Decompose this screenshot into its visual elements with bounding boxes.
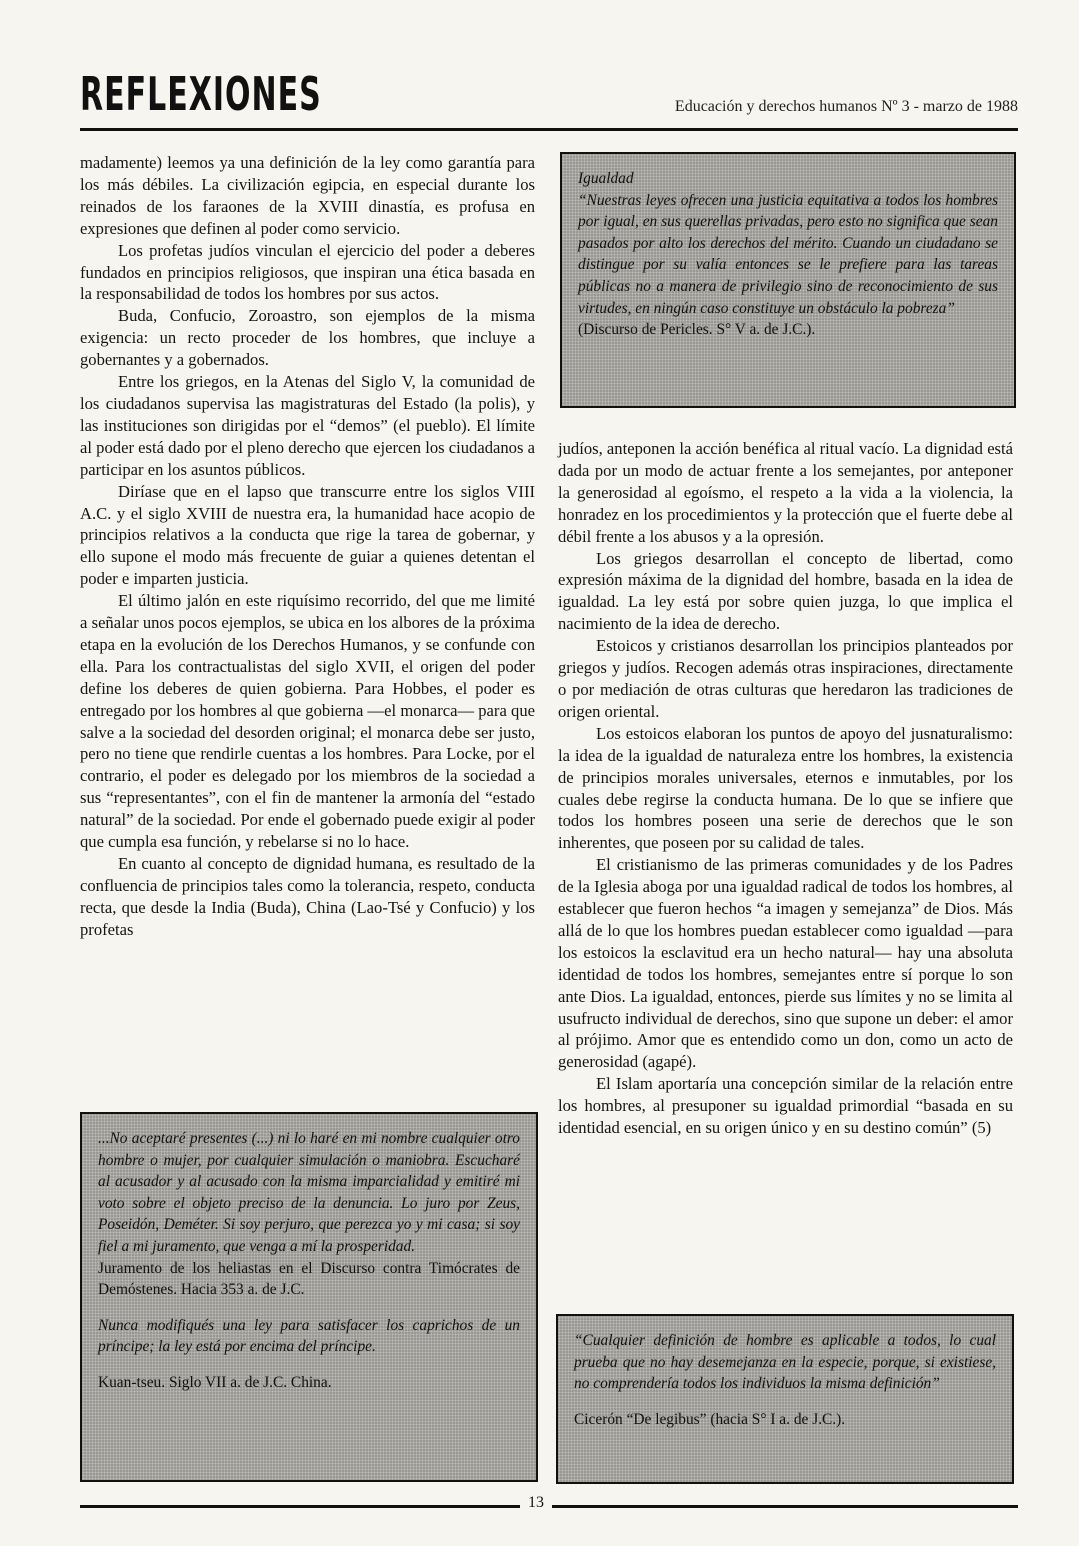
paragraph: El último jalón en este riquísimo recorrido, del que me limité a señalar unos pocos ejemplos, se ubica en los albores de la próxima etapa en la evolución de los Derechos Humanos, y se confunde con ella. Para los contractualistas del siglo XVII, el origen del poder define los deberes de quien gobierna. Para Hobbes, el poder es entregado por los hombres al que gobierna —el monarca— para que salve a la sociedad del desorden original; el monarca debe ser justo, pero no tiene que rendirle cuentas a los hombres. Para Locke, por el contrario, el poder es delegado por los miembros de la sociedad a sus “representantes”, con el fin de mantener la armonía del “estado natural” de la sociedad. Por ende el gobernado puede exigir al poder que cumpla esa función, y rebelarse si no lo hace. bbox=[80, 591, 535, 852]
paragraph: El cristianismo de las primeras comunidades y de los Padres de la Iglesia aboga por una igualdad radical de todos los hombres, al establecer que fueron hechos “a imagen y semejanza” de Dios. Más allá de lo que los hombres puedan establecer como igualdad —para los estoicos la esclavitud era un hecho natural— hay una absoluta identidad de todos los hombres, semejantes entre sí porque lo son ante Dios. La igualdad, entonces, pierde sus límites y no se limita al usufructo individual de derechos, sino que supone un deber: el amor al prójimo. Amor que es entendido como un don, como un acto de generosidad (agapé). bbox=[558, 855, 1013, 1072]
quote-box-igualdad bbox=[560, 152, 1016, 408]
quote-text: ...No aceptaré presentes (...) ni lo haré en mi nombre cualquier otro hombre o mujer, por cualquier simulación o maniobra. Escucharé al acusador y al acusado con la misma imparcialidad y emitiré mi voto sobre el objeto preciso de la denuncia. Lo juro por Zeus, Poseidón, Deméter. Si soy perjuro, que perezca yo y mi casa; si soy fiel a mi juramento, que venga a mí la prosperidad. bbox=[98, 1130, 520, 1255]
paragraph: En cuanto al concepto de dignidad humana, es resultado de la confluencia de principios tales como la tolerancia, respeto, conducta recta, que desde la India (Buda), China (Lao-Tsé y Confucio) y los profetas bbox=[80, 854, 535, 939]
quote-source: Cicerón “De legibus” (hacia S° I a. de J.C.). bbox=[574, 1410, 846, 1428]
page-number: 13 bbox=[528, 1494, 544, 1511]
paragraph: judíos, anteponen la acción benéfica al ritual vacío. La dignidad está dada por un modo de actuar frente a los semejantes, por anteponer la generosidad al egoísmo, el respeto a la vida a la violencia, la honradez en los procedimientos y la protección que el fuerte debe al débil frente a los abusos y a la opresión. bbox=[558, 439, 1013, 546]
quote-source: Juramento de los heliastas en el Discurso contra Timócrates de Demóstenes. Hacia 353 a. de J.C. bbox=[98, 1259, 520, 1299]
quote-text: “Cualquier definición de hombre es aplicable a todos, lo cual prueba que no hay desemejanza en la especie, porque, si existiese, no comprendería todos los individuos la misma definición” bbox=[574, 1332, 996, 1393]
footer-rule-left bbox=[80, 1505, 520, 1508]
paragraph: Los estoicos elaboran los puntos de apoyo del jusnaturalismo: la idea de la igualdad de naturaleza entre los hombres, la existencia de principios morales universales, eternos e inmutables, por los cuales debe regirse la conducta humana. De lo que se infiere que todos los hombres poseen una serie de derechos que le son inherentes, que poseen por su calidad de tales. bbox=[558, 723, 1013, 853]
issue-title: Educación y derechos humanos Nº 3 - marzo de 1988 bbox=[674, 98, 1018, 115]
paragraph: Diríase que en el lapso que transcurre entre los siglos VIII A.C. y el siglo XVIII de nuestra era, la humanidad hace acopio de principios relativos a la conducta que rige la tarea de gobernar, y ello supone el modo más frecuente de guiar a quienes detentan el poder e imparten justicia. bbox=[80, 481, 535, 589]
quote-text: “Nuestras leyes ofrecen una justicia equitativa a todos los hombres por igual, en sus querellas privadas, pero esto no significa que sean pasados por alto los derechos del mérito. Cuando un ciudadano se distingue por su valía entonces se le prefiere para las tareas públicas no a manera de privilegio sino de reconocimiento de sus virtudes, en ningún caso constituye un obstáculo la pobreza” bbox=[578, 191, 998, 317]
right-column bbox=[558, 438, 1013, 1139]
left-column bbox=[80, 152, 535, 941]
header-rule bbox=[80, 128, 1018, 131]
paragraph: Buda, Confucio, Zoroastro, son ejemplos de la misma exigencia: un recto proceder de los hombres, que incluye a gobernantes y a gobernados. bbox=[80, 306, 535, 370]
magazine-logo: REFLEXIONES bbox=[80, 68, 322, 123]
footer-rule-right bbox=[552, 1505, 1018, 1508]
paragraph: Estoicos y cristianos desarrollan los principios planteados por griegos y judíos. Recogen además otras inspiraciones, directamente o por mediación de otras culturas que heredaron las tradiciones de origen oriental. bbox=[558, 636, 1013, 721]
paragraph: Los griegos desarrollan el concepto de libertad, como expresión máxima de la dignidad del hombre, basada en la idea de igualdad. La ley está por sobre quien juzga, lo que implica el nacimiento de la idea de derecho. bbox=[558, 548, 1013, 634]
quote-text: Nunca modifiqués una ley para satisfacer los caprichos de un príncipe; la ley está por encima del príncipe. bbox=[98, 1316, 520, 1356]
paragraph: Los profetas judíos vinculan el ejercicio del poder a deberes fundados en principios religiosos, que inspiran una ética basada en la responsabilidad de todos los hombres por sus actos. bbox=[80, 240, 535, 304]
paragraph: madamente) leemos ya una definición de la ley como garantía para los más débiles. La civilización egipcia, en especial durante los reinados de los faraones de la XVIII dinastía, es profusa en expresiones que definen al poder como servicio. bbox=[80, 153, 535, 238]
quote-box-juramento bbox=[80, 1112, 538, 1482]
paragraph: Entre los griegos, en la Atenas del Siglo V, la comunidad de los ciudadanos supervisa las magistraturas del Estado (la polis), y las instituciones son dirigidas por el “demos” (el pueblo). El límite al poder está dado por el pleno derecho que ejercen los ciudadanos a participar en los asuntos públicos. bbox=[80, 372, 535, 479]
quote-source: Kuan-tseu. Siglo VII a. de J.C. China. bbox=[98, 1373, 332, 1391]
quote-source: (Discurso de Pericles. S° V a. de J.C.). bbox=[578, 321, 816, 339]
paragraph: El Islam aportaría una concepción similar de la relación entre los hombres, al presuponer su igualdad primordial “basada en su identidad esencial, en su origen único y en su destino común” (5) bbox=[558, 1074, 1013, 1138]
quote-heading: Igualdad bbox=[578, 170, 634, 187]
page-header bbox=[80, 68, 1018, 126]
quote-box-ciceron bbox=[556, 1314, 1014, 1484]
